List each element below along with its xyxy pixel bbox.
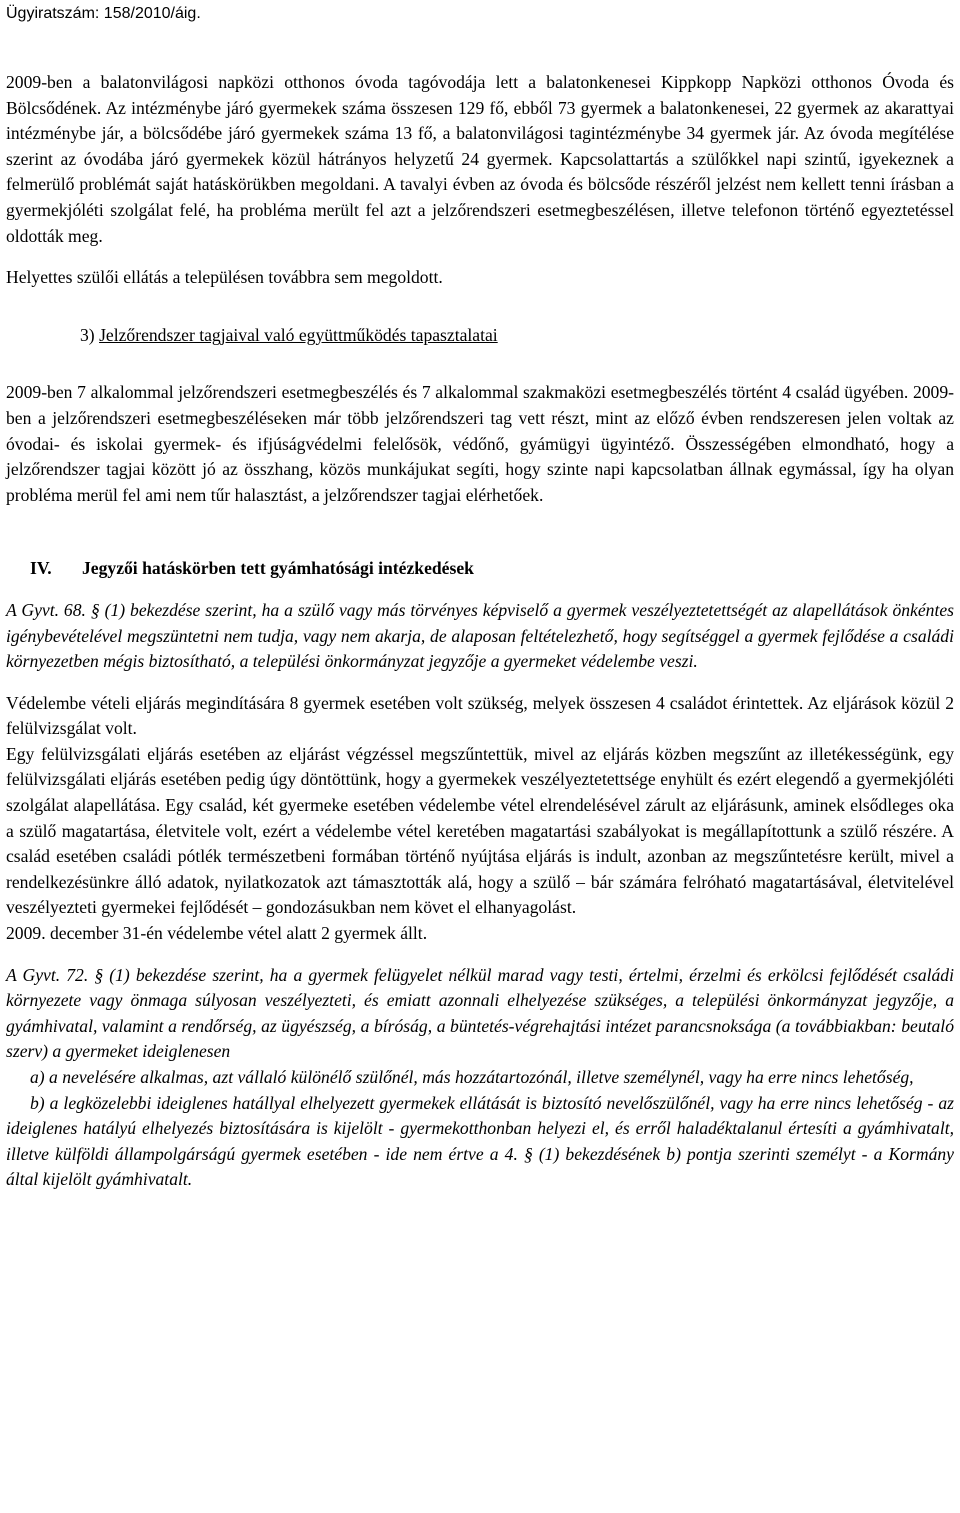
paragraph-gyvt-68: A Gyvt. 68. § (1) bekezdése szerint, ha a szülő vagy más törvényes képviselő a gyermek veszélyeztetettségét az alapellátások önkéntes igénybevételével megszüntetni nem tudja, vagy nem akarja, de alaposan feltételezhető, hogy segítséggel a gyermek fejlődése a családi környezetben mégis biztosítható, a települési önkormányzat jegyzője a gyermeket védelembe veszi.: [6, 599, 954, 672]
section-heading: [6, 556, 954, 582]
paragraph-gyvt-72: A Gyvt. 72. § (1) bekezdése szerint, ha a gyermek felügyelet nélkül marad vagy testi, értelmi, érzelmi és erkölcsi fejlődését családi környezete vagy önmaga súlyosan veszélyezteti, és emiatt azonnali elhelyezése szükséges, a települési önkormányzat jegyzője, a gyámhivatal, valamint a rendőrség, az ügyészség, a bíróság, a büntetés-végrehajtási intézet parancsnoksága (a továbbiakban: beutaló szerv) a gyermeket ideiglenesen: [6, 964, 954, 1062]
paragraph-foster-care: Helyettes szülői ellátás a településen továbbra sem megoldott.: [6, 267, 443, 288]
subsection-number: 3): [80, 324, 95, 345]
document-body: [6, 70, 954, 1193]
subsection-heading: [6, 323, 954, 349]
paragraph-kindergarten: 2009-ben a balatonvilágosi napközi otthonos óvoda tagóvodája lett a balatonkenesei Kippkopp Napközi otthonos Óvoda és Bölcsődének. Az intézménybe járó gyermekek száma összesen 129 fő, ebből 73 gyermek a balatonkenesei, 22 gyermek az akarattyai intézménybe jár, a bölcsődébe járó gyermekek száma 13 fő, a balatonvilágosi tagintézménybe 34 gyermek jár. Az óvoda megítélése szerint az óvodába járó gyermekek közül hátrányos helyzetű 24 gyermek. Kapcsolattartás a szülőkkel napi szintű, igyekeznek a felmerülő problémát saját hatáskörükben megoldani. A tavalyi évben az óvoda és bölcsőde részéről jelzést nem kellett tenni írásban a gyermekjóléti szolgálat felé, ha probléma merült fel azt a jelzőrendszeri esetmegbeszélésen, illetve telefonon történő egyeztetéssel oldották meg.: [6, 72, 954, 246]
paragraph-review-procedures: Egy felülvizsgálati eljárás esetében az eljárást végzéssel megszűntettük, mivel az eljárás közben megszűnt az illetékességünk, egy felülvizsgálati eljárás esetében pedig úgy döntöttünk, hogy a gyermekek veszélyeztetettsége enyhült és ezért elegendő a gyermekjóléti szolgálat alapellátása. Egy család, két gyermeke esetében védelembe vétel elrendelésével zárult az eljárásunk, aminek elsődleges oka a szülő magatartása, életvitele volt, ezért a védelembe vétel keretében magatartási szabályokat is megállapítottunk a szülő részére. A család esetében családi pótlék természetbeni formában történő nyújtása eljárás is indult, azonban az megszűntetésre került, mivel a rendelkezésünkre álló adatok, nyilatkozatok azt támasztották alá, hogy a szülő – bár számára felróható magatartásával, életvitelével veszélyezteti gyermekei fejlődését – gondozásukban nem követ el elhanyagolást.: [6, 743, 954, 918]
paragraph-point-a: a) a nevelésére alkalmas, azt vállaló különélő szülőnél, más hozzátartozónál, illetve személynél, vagy ha erre nincs lehetőség,: [30, 1067, 914, 1087]
subsection-title: Jelzőrendszer tagjaival való együttműködés tapasztalatai: [99, 324, 498, 345]
section-title: Jegyzői hatáskörben tett gyámhatósági intézkedések: [82, 558, 474, 579]
paragraph-signal-system: 2009-ben 7 alkalommal jelzőrendszeri esetmegbeszélés és 7 alkalommal szakmaközi esetmegbeszélés történt 4 család ügyében. 2009-ben a jelzőrendszeri esetmegbeszéléseken már több jelzőrendszeri tag vett részt, mint az előző évben rendszeresen jelen voltak az óvodai- és iskolai gyermek- és ifjúságvédelmi felelősök, védőnő, gyámügyi ügyintéző. Összességében elmondható, hogy a jelzőrendszer tagjai között jó az összhang, közös munkájukat segíti, hogy szinte napi kapcsolatban állnak egymással, így ha olyan probléma merül fel ami nem tűr halasztást, a jelzőrendszer tagjai elérhetőek.: [6, 382, 954, 505]
filing-number-header: Ügyiratszám: 158/2010/áig.: [6, 5, 201, 22]
section-number: IV.: [30, 558, 52, 579]
paragraph-year-end-status: 2009. december 31-én védelembe vétel alatt 2 gyermek állt.: [6, 923, 428, 944]
paragraph-point-b: b) a legközelebbi ideiglenes hatállyal elhelyezett gyermekek ellátását is biztosító nevelőszülőnél, vagy ha erre nincs lehetőség - az ideiglenes hatályú elhelyezés biztosítására is kijelölt - gyermekotthonban helyezi el, és erről haladéktalanul értesíti a gyámhivatalt, illetve külföldi állampolgárságú gyermek esetében - ide nem értve a 4. § (1) bekezdésének b) pontja szerinti személyt - a Kormány által kijelölt gyámhivatalt.: [6, 1092, 954, 1190]
paragraph-protection-procedures: Védelembe vételi eljárás megindítására 8 gyermek esetében volt szükség, melyek összesen 4 családot érintettek. Az eljárások közül 2 felülvizsgálat volt.: [6, 692, 954, 739]
